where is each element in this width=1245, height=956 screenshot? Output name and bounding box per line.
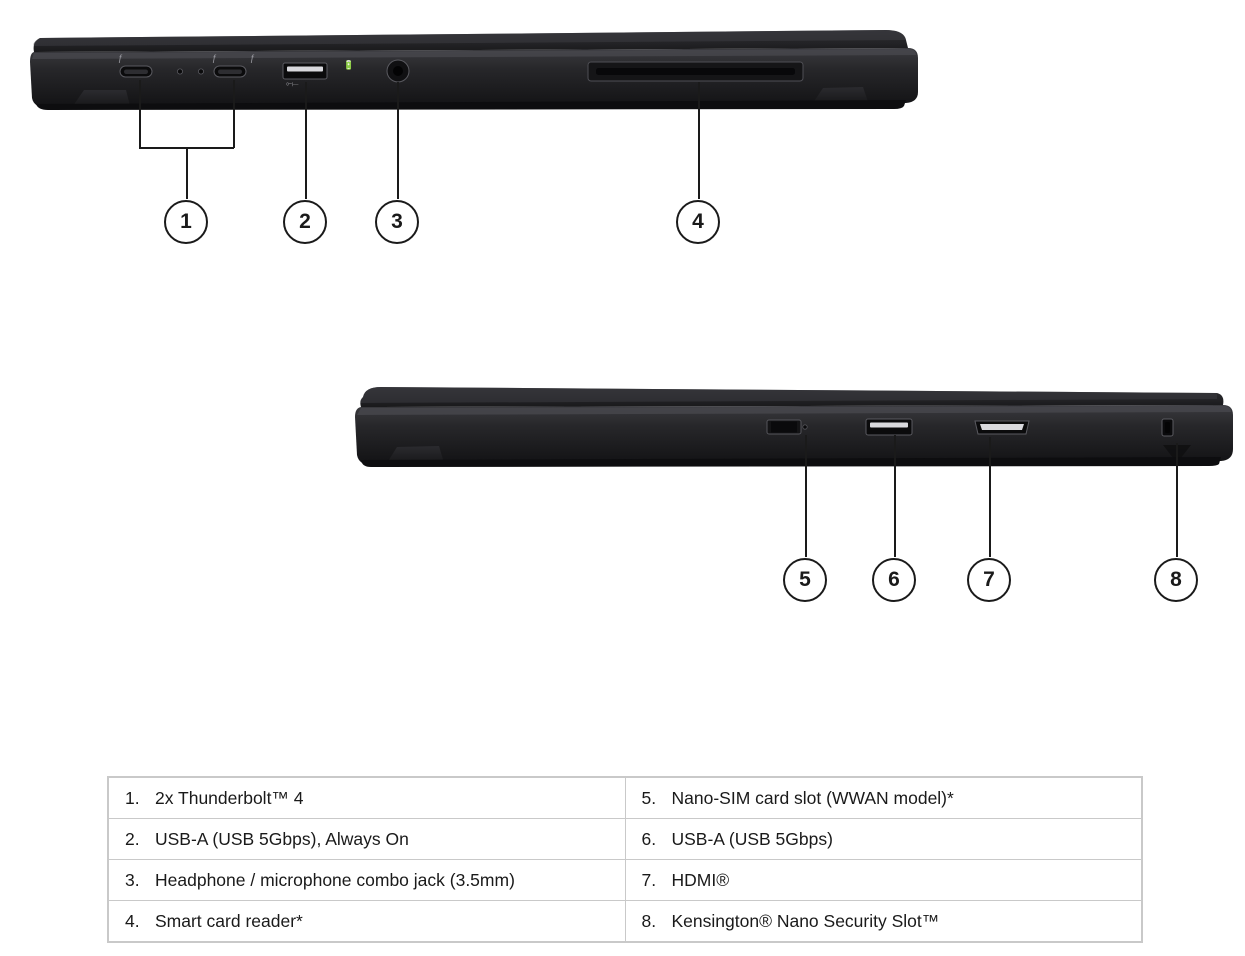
legend-number-5: 5. [641,787,657,808]
table-row [109,901,1142,942]
callout-label-4: 4 [692,210,704,233]
callout-label-1: 1 [180,210,192,233]
callout-bubble-8 [1154,558,1198,602]
legend-cell-7 [625,860,1142,901]
callout-label-3: 3 [391,210,403,233]
legend-text-8: Kensington® Nano Security Slot™ [671,910,940,931]
legend-number-2: 2. [125,828,140,849]
legend-cell-1 [109,778,626,819]
laptop-left-side-svg [18,18,918,113]
callout-bubble-3 [375,200,419,244]
callout-bubble-7 [967,558,1011,602]
svg-text:ƒ: ƒ [250,53,256,63]
legend-text-1: 2x Thunderbolt™ 4 [155,787,304,808]
leader-line-5 [805,435,807,557]
callout-bubble-1 [164,200,208,244]
legend-text-2: USB-A (USB 5Gbps), Always On [155,828,409,849]
legend-cell-4 [109,901,626,942]
table-row [109,778,1142,819]
legend-text-5: Nano-SIM card slot (WWAN model)* [671,787,954,808]
svg-text:⟜⟝: ⟜⟝ [286,79,299,88]
svg-text:ƒ: ƒ [212,53,218,63]
legend-number-8: 8. [641,910,657,931]
callout-label-8: 8 [1170,568,1182,591]
laptop-right-side-view [345,375,1235,470]
table-row [109,860,1142,901]
leader-line-3 [397,82,399,199]
svg-text:🔋: 🔋 [343,60,355,70]
laptop-left-side-view [18,18,918,113]
legend-text-4: Smart card reader* [155,910,303,931]
leader-line-6 [894,435,896,557]
leader-line-2 [305,82,307,199]
legend-number-3: 3. [125,869,140,890]
legend-number-1: 1. [125,787,140,808]
leader-line-1b [233,80,235,148]
legend-cell-3 [109,860,626,901]
callout-label-7: 7 [983,568,995,591]
laptop-right-side-svg [345,375,1235,470]
legend-text-6: USB-A (USB 5Gbps) [671,828,833,849]
callout-bubble-6 [872,558,916,602]
callout-label-5: 5 [799,568,811,591]
legend-cell-5 [625,778,1142,819]
callout-bubble-2 [283,200,327,244]
legend-text-7: HDMI® [671,869,730,890]
callout-bubble-4 [676,200,720,244]
legend-number-7: 7. [641,869,657,890]
legend-number-6: 6. [641,828,657,849]
leader-line-1c [186,147,188,199]
legend-table [107,776,1143,943]
callout-label-6: 6 [888,568,900,591]
leader-line-8 [1176,443,1178,557]
table-row [109,819,1142,860]
legend-text-3: Headphone / microphone combo jack (3.5mm) [155,869,515,890]
leader-line-7 [989,437,991,557]
callout-label-2: 2 [299,210,311,233]
legend-cell-2 [109,819,626,860]
callout-bubble-5 [783,558,827,602]
legend-number-4: 4. [125,910,140,931]
leader-line-4 [698,82,700,199]
legend-cell-6 [625,819,1142,860]
svg-text:ƒ: ƒ [118,53,124,63]
leader-line-1a [139,80,141,148]
legend-cell-8 [625,901,1142,942]
